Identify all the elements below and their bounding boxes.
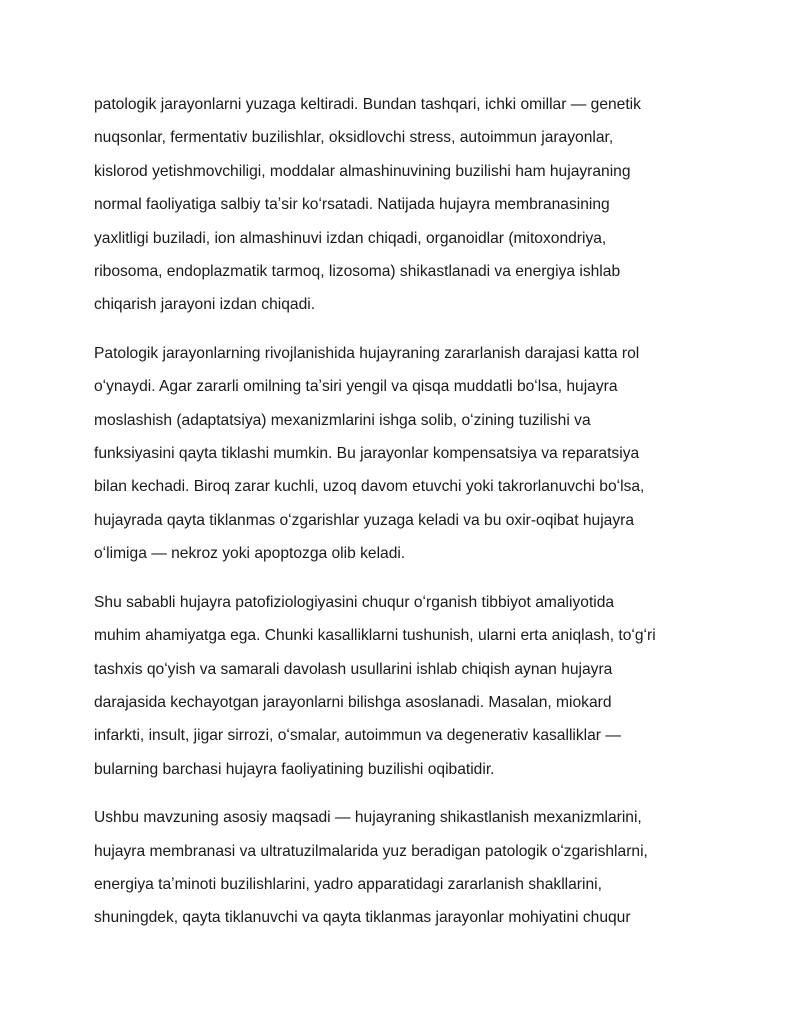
text-line: Shu sababli hujayra patofiziologiyasini chuqur oʻrganish tibbiyot amaliyotida	[94, 593, 615, 611]
text-line: bularning barchasi hujayra faoliyatining buzilishi oqibatidir.	[94, 760, 495, 778]
paragraph-2	[94, 337, 716, 571]
paragraph-1	[94, 88, 716, 322]
text-line: ribosoma, endoplazmatik tarmoq, lizosoma) shikastlanadi va energiya ishlab	[94, 263, 621, 281]
text-line: funksiyasini qayta tiklashi mumkin. Bu jarayonlar kompensatsiya va reparatsiya	[94, 445, 640, 463]
text-line: hujayra membranasi va ultratuzilmalarida yuz beradigan patologik oʻzgarishlarni,	[94, 842, 648, 860]
text-line: moslashish (adaptatsiya) mexanizmlarini ishga solib, oʻzining tuzilishi va	[94, 411, 591, 429]
text-line: muhim ahamiyatga ega. Chunki kasalliklarni tushunish, ularni erta aniqlash, toʻgʻri	[94, 627, 656, 645]
text-line: chiqarish jarayoni izdan chiqadi.	[94, 296, 316, 314]
paragraph-4	[94, 801, 716, 935]
text-line: shuningdek, qayta tiklanuvchi va qayta tiklanmas jarayonlar mohiyatini chuqur	[94, 909, 631, 927]
text-line: normal faoliyatiga salbiy taʼsir koʻrsatadi. Natijada hujayra membranasining	[94, 196, 610, 214]
text-line: yaxlitligi buziladi, ion almashinuvi izdan chiqadi, organoidlar (mitoxondriya,	[94, 229, 607, 247]
text-line: patologik jarayonlarni yuzaga keltiradi. Bundan tashqari, ichki omillar — genetik	[94, 96, 641, 113]
text-line: oʻynaydi. Agar zararli omilning taʼsiri yengil va qisqa muddatli boʻlsa, hujayra	[94, 378, 618, 396]
text-line: kislorod yetishmovchiligi, moddalar almashinuvining buzilishi ham hujayraning	[94, 162, 631, 180]
text-line: Ushbu mavzuning asosiy maqsadi — hujayraning shikastlanish mexanizmlarini,	[94, 809, 642, 827]
text-line: darajasida kechayotgan jarayonlarni bilishga asoslanadi. Masalan, miokard	[94, 693, 612, 711]
text-line: nuqsonlar, fermentativ buzilishlar, oksidlovchi stress, autoimmun jarayonlar,	[94, 129, 614, 147]
text-line: infarkti, insult, jigar sirrozi, oʻsmalar, autoimmun va degenerativ kasalliklar —	[94, 727, 621, 745]
text-line: hujayrada qayta tiklanmas oʻzgarishlar yuzaga keladi va bu oxir-oqibat hujayra	[94, 511, 635, 529]
text-line: energiya taʼminoti buzilishlarini, yadro apparatidagi zararlanish shakllarini,	[94, 875, 602, 893]
document-body	[94, 88, 716, 950]
text-line: bilan kechadi. Biroq zarar kuchli, uzoq davom etuvchi yoki takrorlanuvchi boʻlsa,	[94, 478, 645, 496]
paragraph-3	[94, 586, 716, 786]
text-line: oʻlimiga — nekroz yoki apoptozga olib keladi.	[94, 545, 406, 563]
text-line: Patologik jarayonlarning rivojlanishida hujayraning zararlanish darajasi katta rol	[94, 344, 640, 362]
text-line: tashxis qoʻyish va samarali davolash usullarini ishlab chiqish aynan hujayra	[94, 660, 613, 678]
